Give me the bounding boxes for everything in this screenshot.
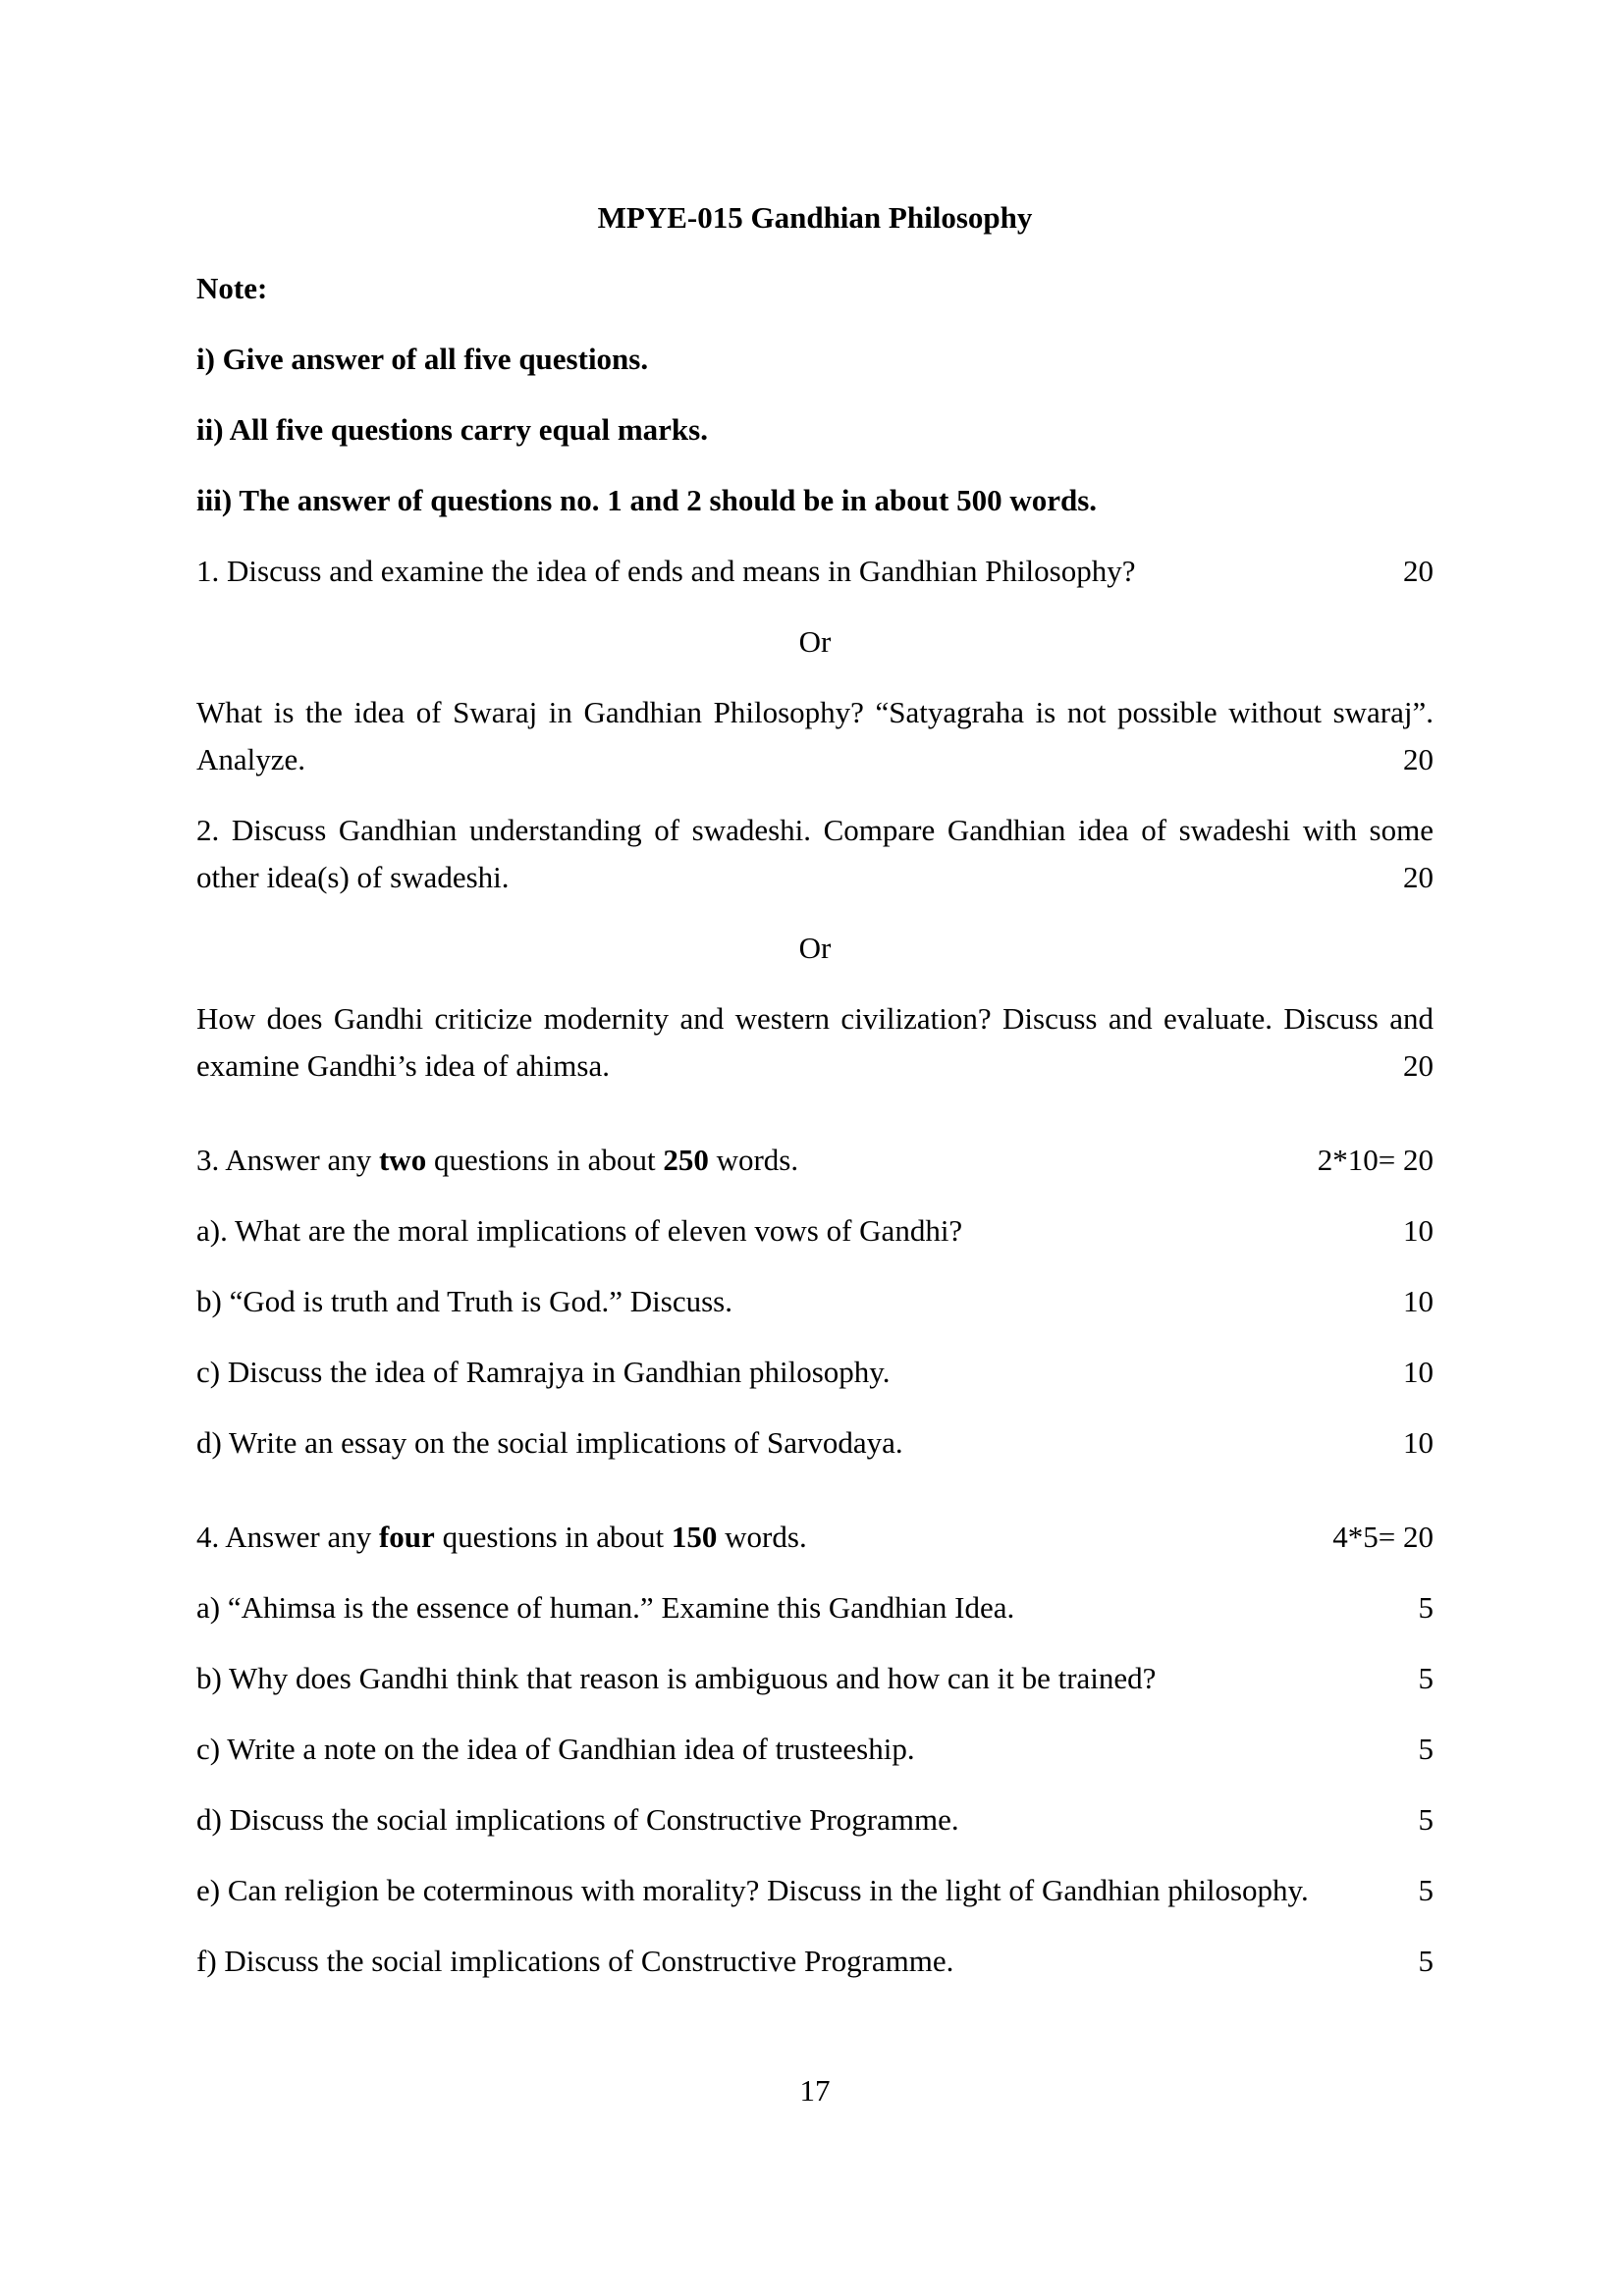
question-3-suffix: words. bbox=[708, 1143, 799, 1177]
question-1-marks: 20 bbox=[1403, 554, 1434, 588]
instruction-3: iii) The answer of questions no. 1 and 2 should be in about 500 words. bbox=[196, 483, 1098, 517]
question-4f bbox=[196, 1938, 1434, 1985]
question-1-text: 1. Discuss and examine the idea of ends and means in Gandhian Philosophy? bbox=[196, 554, 1136, 588]
question-4d-marks: 5 bbox=[1418, 1802, 1434, 1837]
question-3-marks: 2*10= 20 bbox=[1317, 1143, 1434, 1177]
question-4-wordcount: 150 bbox=[671, 1520, 718, 1554]
question-2-alternative-marks: 20 bbox=[1403, 1048, 1434, 1083]
question-3c bbox=[196, 1349, 1434, 1396]
question-1-alternative-marks: 20 bbox=[1403, 742, 1434, 776]
page-content bbox=[196, 194, 1434, 2114]
question-3a bbox=[196, 1207, 1434, 1255]
question-2-marks: 20 bbox=[1403, 860, 1434, 894]
page-title: MPYE-015 Gandhian Philosophy bbox=[597, 200, 1033, 235]
question-4-mid: questions in about bbox=[434, 1520, 672, 1554]
question-3-mid: questions in about bbox=[426, 1143, 664, 1177]
or-separator-2: Or bbox=[798, 931, 832, 965]
question-4b-text: b) Why does Gandhi think that reason is ambiguous and how can it be trained? bbox=[196, 1661, 1157, 1695]
question-4e-text: e) Can religion be coterminous with morality? Discuss in the light of Gandhian philosophy. bbox=[196, 1873, 1309, 1907]
question-3d bbox=[196, 1419, 1434, 1467]
question-4-header bbox=[196, 1514, 1434, 1561]
question-2 bbox=[196, 807, 1434, 901]
question-3b bbox=[196, 1278, 1434, 1325]
question-1-alternative bbox=[196, 689, 1434, 783]
instruction-2: ii) All five questions carry equal marks. bbox=[196, 412, 708, 447]
question-4f-text: f) Discuss the social implications of Constructive Programme. bbox=[196, 1944, 954, 1978]
question-4-count: four bbox=[378, 1520, 435, 1554]
question-3-header bbox=[196, 1137, 1434, 1184]
question-3d-marks: 10 bbox=[1403, 1425, 1434, 1460]
question-3b-text: b) “God is truth and Truth is God.” Discuss. bbox=[196, 1284, 732, 1318]
page-number: 17 bbox=[799, 2073, 831, 2108]
question-3a-marks: 10 bbox=[1403, 1213, 1434, 1248]
question-4e bbox=[196, 1867, 1434, 1914]
question-4d-text: d) Discuss the social implications of Constructive Programme. bbox=[196, 1802, 959, 1837]
question-2-alternative-text: How does Gandhi criticize modernity and western civilization? Discuss and evaluate. Discuss and examine Gandhi’s idea of ahimsa. bbox=[196, 1001, 1434, 1083]
question-1-alternative-text: What is the idea of Swaraj in Gandhian Philosophy? “Satyagraha is not possible without swaraj”. Analyze. bbox=[196, 695, 1434, 776]
question-4a bbox=[196, 1584, 1434, 1631]
question-4b bbox=[196, 1655, 1434, 1702]
question-3a-text: a). What are the moral implications of eleven vows of Gandhi? bbox=[196, 1213, 963, 1248]
or-separator-1: Or bbox=[798, 624, 832, 659]
question-2-text: 2. Discuss Gandhian understanding of swadeshi. Compare Gandhian idea of swadeshi with some other idea(s) of swadeshi. bbox=[196, 813, 1434, 894]
question-3-header-text bbox=[196, 1137, 798, 1184]
question-3c-marks: 10 bbox=[1403, 1355, 1434, 1389]
question-1 bbox=[196, 548, 1434, 595]
question-3d-text: d) Write an essay on the social implications of Sarvodaya. bbox=[196, 1425, 903, 1460]
question-4a-text: a) “Ahimsa is the essence of human.” Examine this Gandhian Idea. bbox=[196, 1590, 1015, 1625]
question-4-header-text bbox=[196, 1514, 807, 1561]
question-3-count: two bbox=[378, 1143, 427, 1177]
question-4-suffix: words. bbox=[717, 1520, 807, 1554]
question-4-marks: 4*5= 20 bbox=[1332, 1520, 1434, 1554]
question-4c-marks: 5 bbox=[1418, 1732, 1434, 1766]
question-3b-marks: 10 bbox=[1403, 1284, 1434, 1318]
question-4-prefix: 4. Answer any bbox=[196, 1520, 379, 1554]
question-4f-marks: 5 bbox=[1418, 1944, 1434, 1978]
question-4d bbox=[196, 1796, 1434, 1843]
question-3c-text: c) Discuss the idea of Ramrajya in Gandhian philosophy. bbox=[196, 1355, 891, 1389]
question-4a-marks: 5 bbox=[1418, 1590, 1434, 1625]
question-4c-text: c) Write a note on the idea of Gandhian idea of trusteeship. bbox=[196, 1732, 915, 1766]
question-4e-marks: 5 bbox=[1418, 1873, 1434, 1907]
question-2-alternative bbox=[196, 995, 1434, 1090]
question-4c bbox=[196, 1726, 1434, 1773]
question-3-prefix: 3. Answer any bbox=[196, 1143, 379, 1177]
instruction-1: i) Give answer of all five questions. bbox=[196, 342, 649, 376]
note-heading: Note: bbox=[196, 271, 268, 305]
question-4b-marks: 5 bbox=[1418, 1661, 1434, 1695]
question-3-wordcount: 250 bbox=[663, 1143, 709, 1177]
